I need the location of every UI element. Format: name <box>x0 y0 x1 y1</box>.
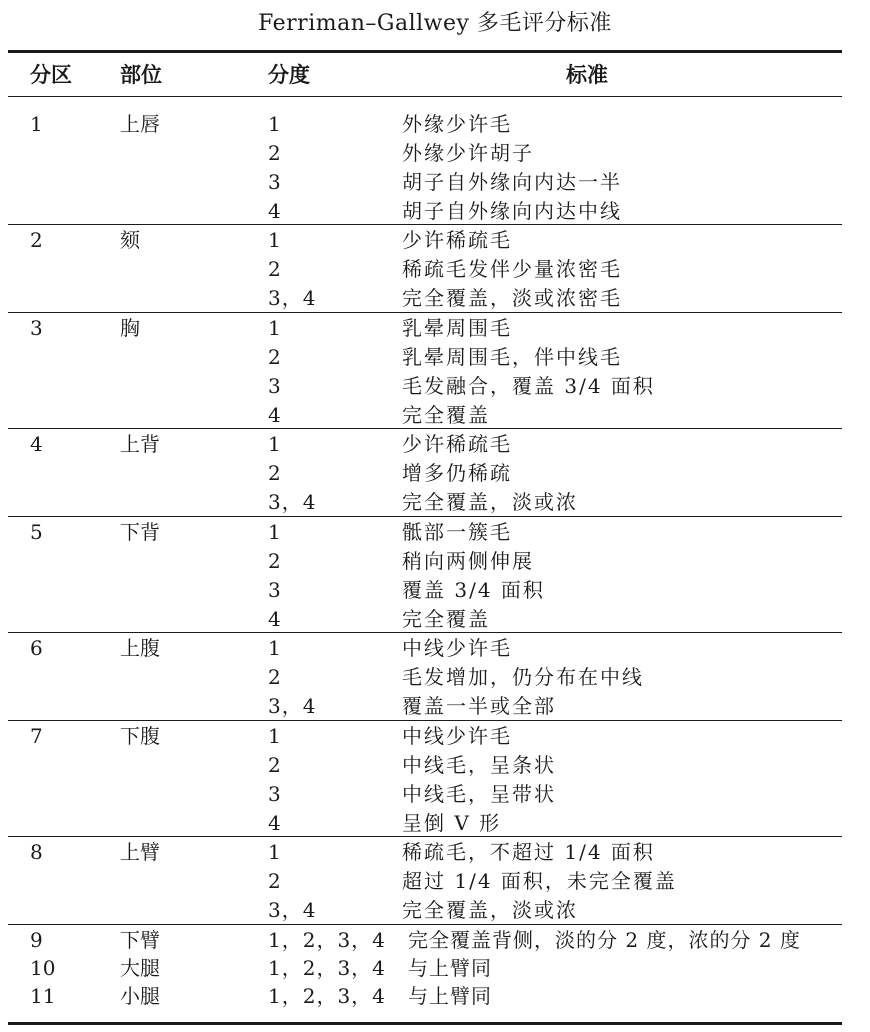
body-part: 小腿 <box>120 984 160 1008</box>
grade-value: 1，2，3，4 <box>268 956 386 980</box>
grade-value: 3 <box>268 170 282 194</box>
grade-value: 1，2，3，4 <box>268 928 386 952</box>
criteria-text: 中线少许毛 <box>402 724 512 748</box>
grade-value: 1，2，3，4 <box>268 984 386 1008</box>
grade-value: 2 <box>268 141 282 165</box>
body-part: 大腿 <box>120 956 160 980</box>
zone-number: 10 <box>30 956 56 980</box>
criteria-text: 呈倒 V 形 <box>402 811 502 835</box>
zone-number: 8 <box>30 840 43 864</box>
criteria-text: 完全覆盖，淡或浓密毛 <box>402 286 622 310</box>
criteria-text: 外缘少许胡子 <box>402 141 534 165</box>
criteria-text: 稀疏毛，不超过 1/4 面积 <box>402 840 655 864</box>
grade-value: 1 <box>268 316 282 340</box>
header-rule <box>8 96 842 97</box>
body-part: 下背 <box>120 520 160 544</box>
group-divider <box>8 516 842 517</box>
criteria-text: 胡子自外缘向内达中线 <box>402 199 622 223</box>
zone-number: 4 <box>30 432 43 456</box>
grade-value: 2 <box>268 461 282 485</box>
grade-value: 2 <box>268 753 282 777</box>
group-divider <box>8 720 842 721</box>
criteria-text: 乳晕周围毛 <box>402 316 512 340</box>
zone-number: 5 <box>30 520 43 544</box>
bottom-rule <box>8 1022 842 1025</box>
group-divider <box>8 836 842 837</box>
grade-value: 1 <box>268 840 282 864</box>
criteria-text: 与上臂同 <box>408 984 492 1008</box>
grade-value: 1 <box>268 636 282 660</box>
criteria-text: 骶部一簇毛 <box>402 520 512 544</box>
criteria-text: 乳晕周围毛，伴中线毛 <box>402 345 622 369</box>
body-part: 胸 <box>120 316 140 340</box>
grade-value: 2 <box>268 665 282 689</box>
group-divider <box>8 924 842 925</box>
grade-value: 4 <box>268 403 282 427</box>
grade-value: 3 <box>268 578 282 602</box>
body-part: 下腹 <box>120 724 160 748</box>
group-divider <box>8 632 842 633</box>
criteria-text: 胡子自外缘向内达一半 <box>402 170 622 194</box>
criteria-text: 少许稀疏毛 <box>402 432 512 456</box>
criteria-text: 超过 1/4 面积，未完全覆盖 <box>402 869 677 893</box>
header-criteria: 标准 <box>566 63 608 87</box>
zone-number: 7 <box>30 724 43 748</box>
criteria-text: 覆盖一半或全部 <box>402 694 556 718</box>
grade-value: 1 <box>268 724 282 748</box>
grade-value: 1 <box>268 432 282 456</box>
criteria-text: 完全覆盖背侧，淡的分 2 度，浓的分 2 度 <box>408 928 801 952</box>
criteria-text: 毛发增加，仍分布在中线 <box>402 665 644 689</box>
top-rule <box>8 50 842 53</box>
body-part: 上背 <box>120 432 160 456</box>
grade-value: 2 <box>268 549 282 573</box>
zone-number: 6 <box>30 636 43 660</box>
grade-value: 3，4 <box>268 490 317 514</box>
header-part: 部位 <box>120 63 162 87</box>
body-part: 上腹 <box>120 636 160 660</box>
criteria-text: 覆盖 3/4 面积 <box>402 578 545 602</box>
header-grade: 分度 <box>268 63 310 87</box>
criteria-text: 完全覆盖 <box>402 403 490 427</box>
grade-value: 3，4 <box>268 898 317 922</box>
grade-value: 1 <box>268 228 282 252</box>
grade-value: 1 <box>268 112 282 136</box>
criteria-text: 中线少许毛 <box>402 636 512 660</box>
grade-value: 4 <box>268 607 282 631</box>
zone-number: 11 <box>30 984 56 1008</box>
grade-value: 2 <box>268 869 282 893</box>
group-divider <box>8 312 842 313</box>
grade-value: 2 <box>268 257 282 281</box>
criteria-text: 完全覆盖，淡或浓 <box>402 898 578 922</box>
body-part: 上唇 <box>120 112 160 136</box>
criteria-text: 中线毛，呈带状 <box>402 782 556 806</box>
table-title: Ferriman–Gallwey 多毛评分标准 <box>258 11 612 36</box>
body-part: 下臂 <box>120 928 160 952</box>
criteria-text: 增多仍稀疏 <box>402 461 512 485</box>
zone-number: 1 <box>30 112 43 136</box>
grade-value: 3，4 <box>268 694 317 718</box>
zone-number: 9 <box>30 928 43 952</box>
body-part: 上臂 <box>120 840 160 864</box>
criteria-text: 外缘少许毛 <box>402 112 512 136</box>
header-zone: 分区 <box>30 63 72 87</box>
group-divider <box>8 428 842 429</box>
zone-number: 3 <box>30 316 43 340</box>
body-part: 颏 <box>120 228 140 252</box>
group-divider <box>8 224 842 225</box>
grade-value: 2 <box>268 345 282 369</box>
criteria-text: 与上臂同 <box>408 956 492 980</box>
criteria-text: 毛发融合，覆盖 3/4 面积 <box>402 374 655 398</box>
criteria-text: 少许稀疏毛 <box>402 228 512 252</box>
criteria-text: 完全覆盖，淡或浓 <box>402 490 578 514</box>
grade-value: 4 <box>268 199 282 223</box>
criteria-text: 中线毛，呈条状 <box>402 753 556 777</box>
grade-value: 3 <box>268 374 282 398</box>
grade-value: 3，4 <box>268 286 317 310</box>
zone-number: 2 <box>30 228 43 252</box>
grade-value: 1 <box>268 520 282 544</box>
criteria-text: 稍向两侧伸展 <box>402 549 534 573</box>
grade-value: 4 <box>268 811 282 835</box>
criteria-text: 稀疏毛发伴少量浓密毛 <box>402 257 622 281</box>
criteria-text: 完全覆盖 <box>402 607 490 631</box>
grade-value: 3 <box>268 782 282 806</box>
